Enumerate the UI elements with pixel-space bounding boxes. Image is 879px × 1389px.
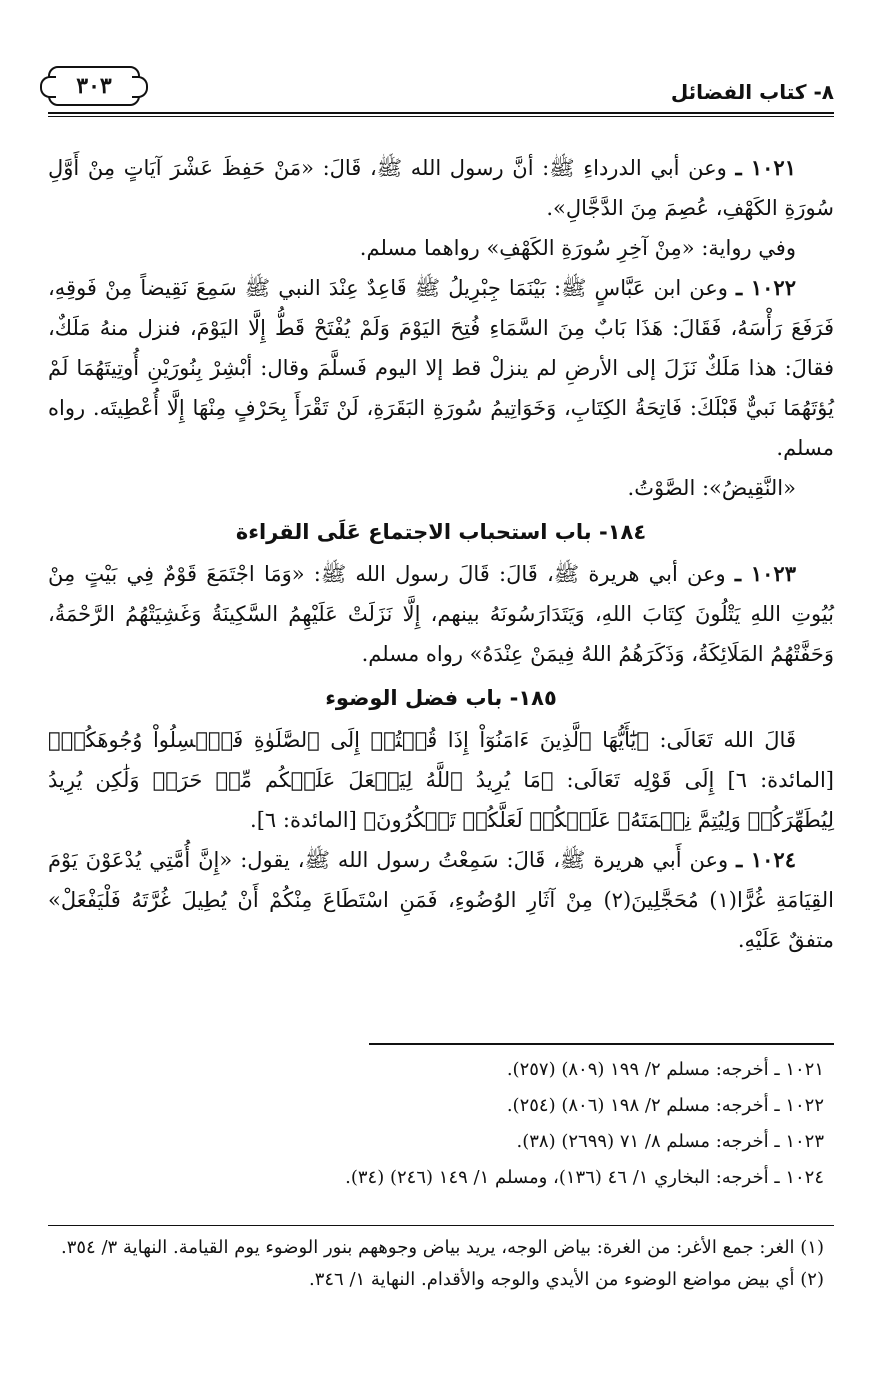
reference-item: ١٠٢٢ ـ أخرجه: مسلم ٢/ ١٩٨ (٨٠٦) (٢٥٤).	[506, 1095, 824, 1116]
hadith-text: وعن ابن عَبَّاسٍ ﷺ: بَيْنَمَا جِبْرِيلُ ﷺ قَاعِدٌ عِنْدَ النبي ﷺ سَمِعَ نَقِيضاً مِنْ فَوقِهِ، فَرَفَعَ رَأْسَهُ، فَقَالَ: هَذَا بَابٌ مِنَ السَّمَاءِ فُتِحَ اليَوْمَ وَلَمْ يُفْتَحْ قَطُّ إِلَّا اليَوْمَ، فنزل منهُ مَلَكٌ، فقالَ: هذا مَلَكٌ نَزَلَ إلى الأرضِ لم ينزلْ قط إلا اليوم فَسلَّمَ وقال: أبْشِرْ بِنُورَيْنِ أُوتِيتَهُمَا لَمْ يُؤتَهُمَا نَبيٌّ قَبْلَكَ: فَاتِحَةُ الكِتَابِ، وَخَوَاتِيمُ سُورَةِ البَقَرَةِ، لَنْ تَقْرَأَ بِحَرْفٍ مِنْهَا إِلَّا أُعْطِيتَه. رواه مسلم.	[48, 276, 834, 460]
chapter-184-heading: ١٨٤- باب استحباب الاجتماع عَلَى القراءة	[235, 520, 647, 544]
main-text	[48, 148, 834, 960]
hadith-number: ١٠٢٢ ـ	[736, 275, 796, 300]
hadith-number: ١٠٢٤ ـ	[736, 847, 796, 872]
hadith-number: ١٠٢١ ـ	[735, 155, 796, 180]
hadith-text: وعن أَبي هريرة ﷺ، قَالَ: سَمِعْتُ رسول الله ﷺ، يقول: «إِنَّ أُمَّتِي يُدْعَوْنَ يَوْمَ القِيَامَةِ غُرًّا(١) مُحَجَّلِينَ(٢) مِنْ آثَارِ الوُضُوءِ، فَمَنِ اسْتَطَاعَ مِنْكُمْ أَنْ يُطِيلَ غُرَّتَهُ فَلْيَفْعَلْ» متفقٌ عَلَيْهِ.	[48, 848, 835, 952]
references	[48, 1052, 824, 1196]
footnote-item: (١) الغر: جمع الأغر: من الغرة: بياض الوجه، يريد بياض وجوههم بنور الوضوء يوم القيامة. النهاية ٣/ ٣٥٤.	[60, 1237, 824, 1258]
hadith-1022	[48, 268, 834, 468]
hadith-1021	[48, 148, 834, 228]
hadith-1023	[48, 554, 834, 674]
page-number: ٣٠٣	[48, 66, 140, 106]
hadith-text: وعن أبي الدرداءِ ﷺ: أنَّ رسول الله ﷺ، قَالَ: «مَنْ حَفِظَ عَشْرَ آيَاتٍ مِنْ أَوَّلِ سُورَةِ الكَهْفِ، عُصِمَ مِنَ الدَّجَّالِ».	[48, 156, 834, 220]
quran-verses: قَالَ الله تَعَالَى: ﴿يَٰٓأَيُّهَا ٱلَّذِينَ ءَامَنُوٓاْ إِذَا قُمۡتُمۡ إِلَى ٱلصَّلَوٰةِ فَٱغۡسِلُواْ وُجُوهَكُمۡ﴾ [المائدة: ٦] إِلَى قَوْلِه تَعَالَى: ﴿مَا يُرِيدُ ٱللَّهُ لِيَجۡعَلَ عَلَيۡكُم مِّنۡ حَرَجٖ وَلَٰكِن يُرِيدُ لِيُطَهِّرَكُمۡ وَلِيُتِمَّ نِعۡمَتَهُۥ عَلَيۡكُمۡ لَعَلَّكُمۡ تَشۡكُرُونَ﴾ [المائدة: ٦].	[48, 728, 834, 832]
reference-item: ١٠٢٤ ـ أخرجه: البخاري ١/ ٤٦ (١٣٦)، ومسلم ١/ ١٤٩ (٢٤٦) (٣٤).	[345, 1167, 824, 1188]
hadith-number: ١٠٢٣ ـ	[734, 561, 796, 586]
footnotes-rule	[48, 1225, 834, 1226]
reference-item: ١٠٢١ ـ أخرجه: مسلم ٢/ ١٩٩ (٨٠٩) (٢٥٧).	[506, 1059, 824, 1080]
footnote-item: (٢) أي بيض مواضع الوضوء من الأيدي والوجه والأقدام. النهاية ١/ ٣٤٦.	[308, 1269, 824, 1290]
header-rule-thin	[48, 116, 834, 117]
references-rule	[369, 1043, 834, 1045]
page-header	[48, 60, 834, 115]
hadith-text: وعن أبي هريرة ﷺ، قَالَ: قَالَ رسول الله ﷺ: «وَمَا اجْتَمَعَ قَوْمٌ فِي بَيْتٍ مِنْ بُيُوتِ اللهِ يَتْلُونَ كِتَابَ اللهِ، وَيَتَدَارَسُونَهُ بينهم، إِلَّا نَزَلَتْ عَلَيْهِمُ السَّكِينَةُ وَغَشِيَتْهُمُ الرَّحْمَةُ، وَحَفَّتْهُمُ المَلَائِكَةُ، وَذَكَرَهُمُ اللهُ فِيمَنْ عِنْدَهُ» رواه مسلم.	[48, 562, 834, 666]
hadith-1022-gloss: «النَّقِيضُ»: الصَّوْتُ.	[627, 476, 796, 500]
chapter-185-heading: ١٨٥- باب فضل الوضوء	[325, 686, 557, 710]
footnotes	[48, 1232, 824, 1296]
reference-item: ١٠٢٣ ـ أخرجه: مسلم ٨/ ٧١ (٢٦٩٩) (٣٨).	[516, 1131, 824, 1152]
header-rule	[48, 112, 834, 114]
hadith-1021-riwaya: وفي رواية: «مِنْ آخِرِ سُورَةِ الكَهْفِ» رواهما مسلم.	[359, 236, 796, 260]
hadith-1024	[48, 840, 834, 960]
chapter-title: ٨- كتاب الفضائل	[670, 80, 834, 104]
